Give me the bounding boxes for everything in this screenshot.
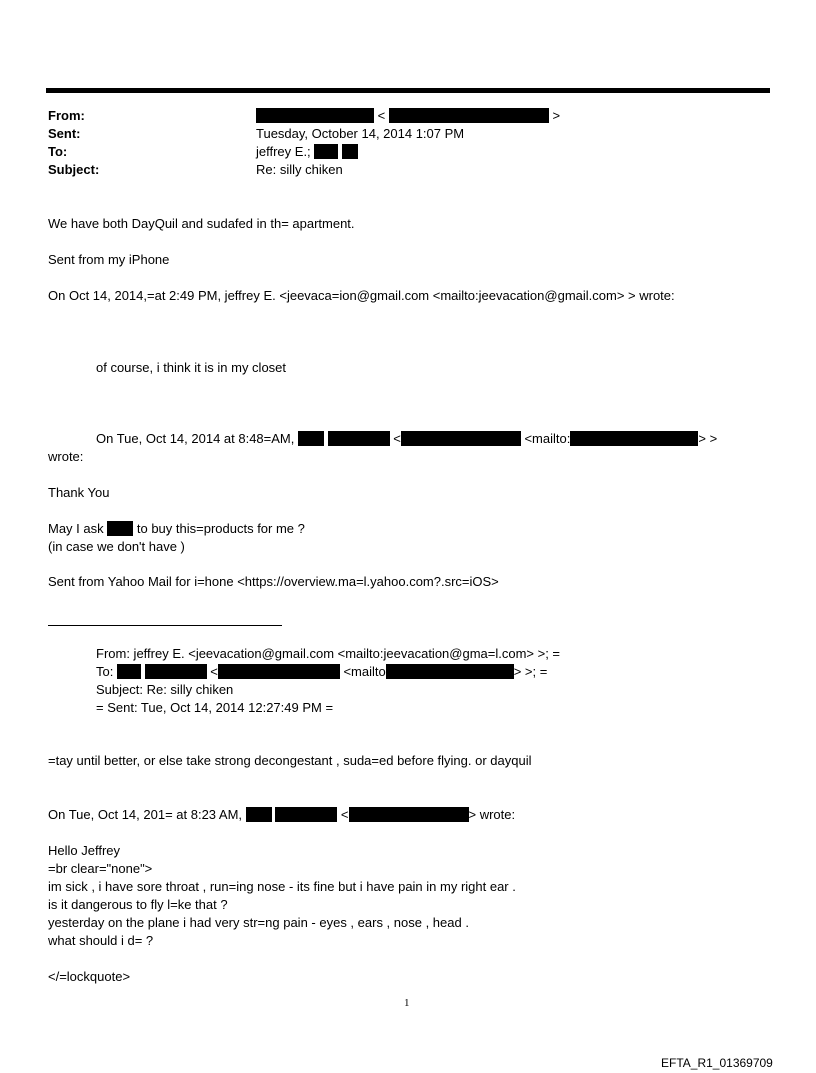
ask-text: May I ask <box>48 521 104 536</box>
fwd-subject: Subject: Re: silly chiken <box>96 682 234 697</box>
quoted-end-2: > wrote: <box>468 807 516 822</box>
redaction-block <box>386 664 514 679</box>
body-line-11: =tay until better, or else take strong decongestant , suda=ed before flying. or dayquil <box>48 753 532 768</box>
to-recipient: jeffrey E.; <box>256 144 311 159</box>
fwd-from: From: jeffrey E. <jeevacation@gmail.com <mailto:jeevacation@gma=l.com> >; = <box>96 646 561 661</box>
redaction-block <box>117 664 141 679</box>
redaction-block <box>570 431 698 446</box>
redaction-block <box>275 807 337 822</box>
redaction-block <box>145 664 207 679</box>
redaction-block <box>314 144 338 159</box>
redaction-block <box>218 664 340 679</box>
body-line-9: (in case we don't have ) <box>48 539 185 554</box>
fwd-to-end: > >; = <box>513 664 548 679</box>
redaction-block <box>401 431 521 446</box>
from-gt: > <box>552 108 561 123</box>
quoted-lt: < <box>393 431 401 446</box>
body-line-5 <box>96 430 717 448</box>
to-value <box>256 143 358 161</box>
fwd-sent: = Sent: Tue, Oct 14, 2014 12:27:49 PM = <box>96 700 334 715</box>
fwd-to-label: To: <box>96 664 114 679</box>
body-line-1: We have both DayQuil and sudafed in th= apartment. <box>48 216 355 231</box>
body-line-8 <box>48 520 305 538</box>
redaction-block <box>328 431 390 446</box>
body-line-12 <box>48 806 515 824</box>
fwd-to-lt: < <box>210 664 218 679</box>
from-value <box>256 107 560 125</box>
body-line-4: of course, i think it is in my closet <box>96 360 287 375</box>
quoted-header-2: On Tue, Oct 14, 201= at 8:23 AM, <box>48 807 243 822</box>
body-line-17: yesterday on the plane i had very str=ng pain - eyes , ears , nose , head . <box>48 915 469 930</box>
from-label: From: <box>48 108 85 123</box>
subject-value: Re: silly chiken <box>256 162 343 177</box>
page-number: 1 <box>404 997 410 1009</box>
quoted-header: On Tue, Oct 14, 2014 at 8:48=AM, <box>96 431 295 446</box>
redaction-block <box>298 431 324 446</box>
redaction-block <box>246 807 272 822</box>
body-line-18: what should i d= ? <box>48 933 154 948</box>
body-line-2: Sent from my iPhone <box>48 252 170 267</box>
from-lt: < <box>377 108 386 123</box>
redaction-block <box>342 144 358 159</box>
body-line-14: =br clear="none"> <box>48 861 153 876</box>
fwd-to-mailto: <mailto <box>343 664 386 679</box>
bates-number: EFTA_R1_01369709 <box>661 1056 773 1070</box>
ask-text-rest: to buy this=products for me ? <box>136 521 305 536</box>
quoted-end: > > <box>698 431 718 446</box>
body-line-13: Hello Jeffrey <box>48 843 121 858</box>
subject-label: Subject: <box>48 162 100 177</box>
body-line-3: On Oct 14, 2014,=at 2:49 PM, jeffrey E. <jeevaca=ion@gmail.com <mailto:jeevacation@gmail.com> > wrote: <box>48 288 675 303</box>
body-line-16: is it dangerous to fly l=ke that ? <box>48 897 228 912</box>
body-line-10: Sent from Yahoo Mail for i=hone <https://overview.ma=l.yahoo.com?.src=iOS> <box>48 574 499 589</box>
sent-value: Tuesday, October 14, 2014 1:07 PM <box>256 126 465 141</box>
redaction-block <box>349 807 469 822</box>
quoted-mailto: <mailto: <box>524 431 571 446</box>
fwd-to <box>96 663 547 681</box>
quoted-lt-2: < <box>340 807 349 822</box>
redaction-block <box>107 521 133 536</box>
body-line-6: wrote: <box>48 449 84 464</box>
redaction-block <box>389 108 549 123</box>
redaction-block <box>256 108 374 123</box>
sent-label: Sent: <box>48 126 81 141</box>
body-line-19: </=lockquote> <box>48 969 131 984</box>
body-line-7: Thank You <box>48 485 110 500</box>
body-line-15: im sick , i have sore throat , run=ing nose - its fine but i have pain in my right ear . <box>48 879 516 894</box>
to-label: To: <box>48 144 68 159</box>
separator-rule <box>48 625 282 626</box>
header-rule <box>46 88 770 93</box>
